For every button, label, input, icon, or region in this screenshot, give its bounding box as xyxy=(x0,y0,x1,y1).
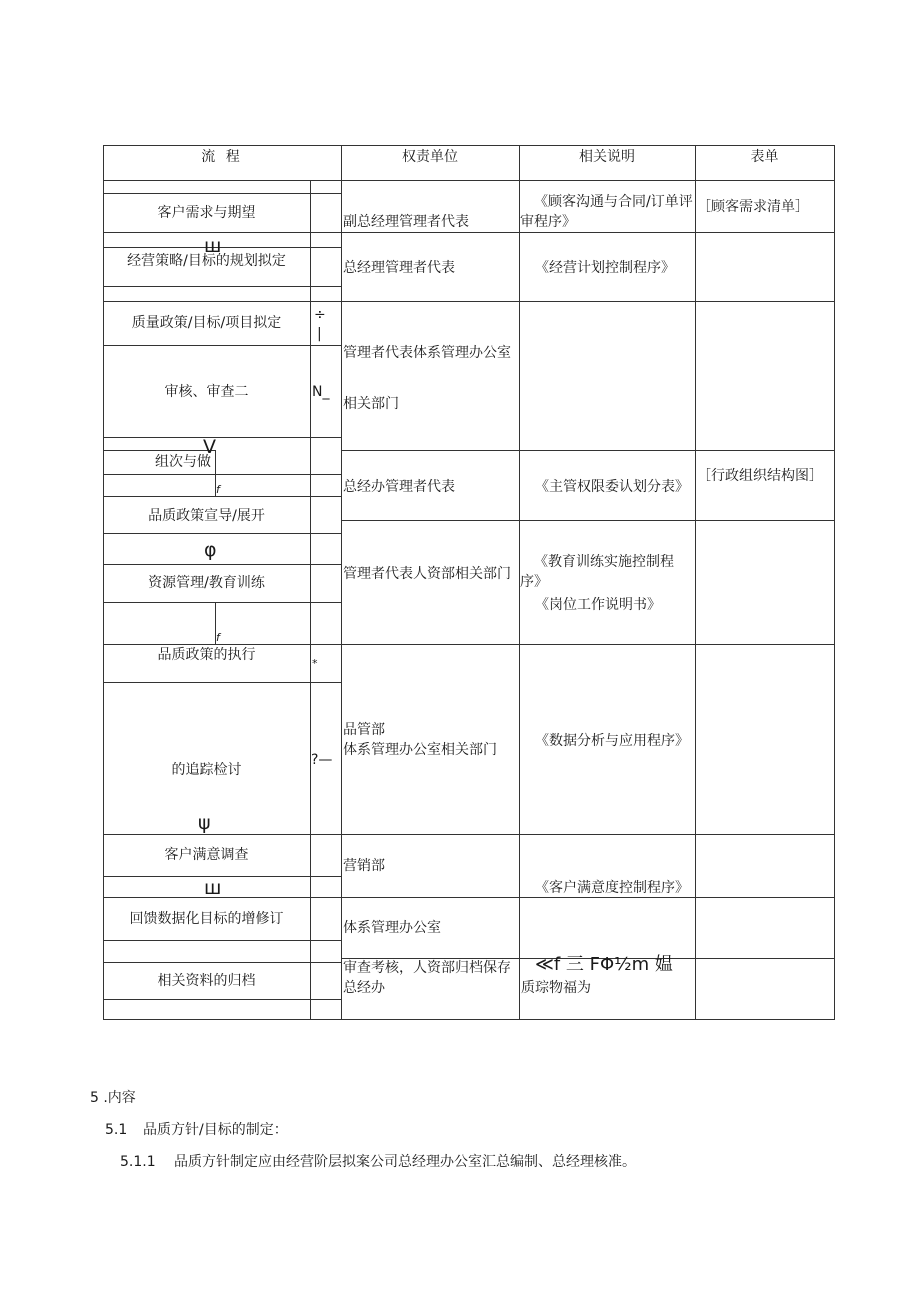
header-description: 相关说明 xyxy=(579,149,635,165)
flow-step: 组次与做 xyxy=(155,454,211,470)
flow-line xyxy=(103,286,341,287)
form-name: ［行政组织结构图］ xyxy=(697,468,823,484)
row-divider xyxy=(341,301,835,302)
related-document-garbled: 质琮物福为 xyxy=(521,980,591,996)
col-divider xyxy=(695,145,696,1020)
subsection-title: 品质方针/目标的制定： xyxy=(143,1122,288,1138)
flow-symbol: ÷ xyxy=(314,307,326,323)
flow-line xyxy=(103,999,341,1000)
row-divider xyxy=(341,450,835,451)
flow-symbol: ψ xyxy=(198,812,211,834)
flow-line xyxy=(103,602,341,603)
flow-line xyxy=(103,897,341,898)
table-border-bottom xyxy=(103,1019,835,1020)
related-document: 《客户满意度控制程序》 xyxy=(535,880,689,896)
flow-line xyxy=(103,301,341,302)
flow-line xyxy=(103,876,341,877)
header-divider xyxy=(103,180,835,181)
related-document-garbled: ≪f 三 FΦ½m 媪 xyxy=(535,954,673,975)
related-document: 《数据分析与应用程序》 xyxy=(535,733,689,749)
form-name: ［顾客需求清单］ xyxy=(697,199,809,215)
responsible-unit: 管理者代表体系管理办公室 xyxy=(343,345,511,361)
flow-line xyxy=(103,345,341,346)
flow-line xyxy=(103,450,215,451)
responsible-unit: 管理者代表人资部相关部门 xyxy=(343,566,511,582)
flow-step: 客户满意调查 xyxy=(164,847,249,863)
flow-step: 经营策略/目标的规划拟定 xyxy=(127,253,286,269)
header-forms: 表单 xyxy=(750,149,779,165)
flow-step: 回馈数据化目标的增修订 xyxy=(129,911,284,927)
flow-line xyxy=(103,496,341,497)
table-border-right xyxy=(834,145,835,1020)
flow-step: 质量政策/目标/项目拟定 xyxy=(131,315,282,331)
flow-step: 审核、审查二 xyxy=(164,384,249,400)
related-document: 《经营计划控制程序》 xyxy=(535,260,675,276)
flow-step: 品质政策宣导/展开 xyxy=(148,508,265,524)
flow-symbol: ш xyxy=(204,235,222,257)
section-heading: 5 .内容 xyxy=(90,1090,136,1106)
flow-symbol: ?— xyxy=(311,752,333,768)
flow-line xyxy=(103,247,341,248)
flow-line xyxy=(103,940,341,941)
responsible-unit: 相关部门 xyxy=(343,396,399,412)
responsible-unit: 副总经理管理者代表 xyxy=(343,214,469,230)
flow-line xyxy=(103,474,341,475)
flow-step: 的追踪检讨 xyxy=(171,762,242,778)
item-text: 品质方针制定应由经营阶层拟案公司总经理办公室汇总编制、总经理核准。 xyxy=(174,1154,636,1170)
responsible-unit: 总经办管理者代表 xyxy=(343,479,455,495)
responsible-unit: 总经理管理者代表 xyxy=(343,260,455,276)
flow-step: 品质政策的执行 xyxy=(157,647,256,663)
flow-symbol: ш xyxy=(204,877,222,899)
flow-line xyxy=(103,533,341,534)
flow-line xyxy=(103,834,341,835)
responsible-unit: 品管部 xyxy=(343,722,385,738)
flow-line xyxy=(103,962,341,963)
flow-line xyxy=(103,232,341,233)
flow-inner-divider xyxy=(310,180,311,1020)
flow-symbol: N_ xyxy=(312,384,330,400)
responsible-unit: 体系管理办公室相关部门 xyxy=(343,742,497,758)
flow-step: 资源管理/教育训练 xyxy=(148,575,265,591)
flow-line xyxy=(103,564,341,565)
responsible-unit: 营销部 xyxy=(343,858,385,874)
related-document: 《主管权限委认划分表》 xyxy=(535,479,689,495)
row-divider xyxy=(341,520,835,521)
flow-symbol: φ xyxy=(204,539,217,561)
subsection-number: 5.1 xyxy=(105,1122,128,1138)
row-divider xyxy=(341,834,835,835)
flow-symbol: | xyxy=(317,326,322,342)
flow-step: 相关资料的归档 xyxy=(157,973,256,989)
header-flow: 流 程 xyxy=(201,149,243,165)
flow-symbol: f xyxy=(216,631,220,644)
flow-line xyxy=(103,193,341,194)
flow-symbol: * xyxy=(312,657,318,670)
flow-step: 客户需求与期望 xyxy=(157,205,256,221)
flow-symbol: V xyxy=(203,436,216,458)
related-document: 《教育训练实施控制程序》 xyxy=(520,554,674,590)
responsible-unit: 审查考核，人资部归档保存总经办 xyxy=(343,960,511,996)
row-divider xyxy=(341,232,835,233)
col-divider xyxy=(341,145,342,1020)
table-border-top xyxy=(103,145,835,146)
related-document: 《岗位工作说明书》 xyxy=(535,597,661,613)
flow-line xyxy=(103,437,341,438)
row-divider xyxy=(341,644,835,645)
flow-symbol: f xyxy=(216,483,220,496)
related-document: 《顾客沟通与合同/订单评审程序》 xyxy=(520,194,693,230)
header-responsible: 权责单位 xyxy=(402,149,458,165)
item-number: 5.1.1 xyxy=(120,1154,156,1170)
responsible-unit: 体系管理办公室 xyxy=(343,920,441,936)
flow-line xyxy=(103,682,341,683)
